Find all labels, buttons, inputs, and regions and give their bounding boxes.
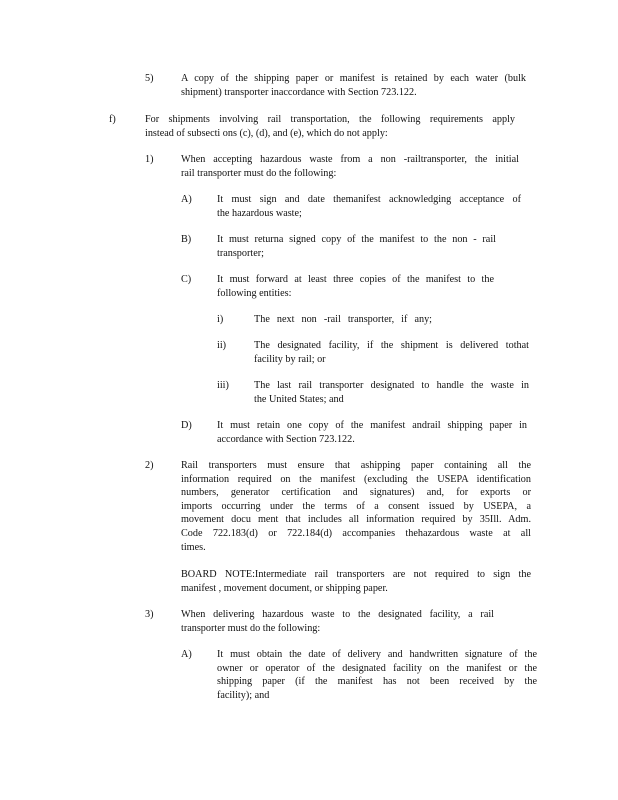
item-marker-f3a: A) <box>181 649 192 660</box>
text-line: following entities: <box>217 287 292 299</box>
item-f3-text <box>181 608 494 635</box>
text-line: It must retain one copy of the manifest andrail shipping paper in <box>217 420 527 431</box>
item-f1cii-text <box>254 339 529 366</box>
item-marker-f: f) <box>109 114 116 125</box>
board-note-text <box>181 568 531 595</box>
item-f1ci-text <box>254 313 432 327</box>
text-line: accordance with Section 723.122. <box>217 433 355 445</box>
item-marker-5: 5) <box>145 73 154 84</box>
text-line: Rail transporters must ensure that ashipping paper containing all the <box>181 460 531 471</box>
text-line: transporter must do the following: <box>181 622 321 634</box>
item-marker-f1c: C) <box>181 274 192 285</box>
text-line: The last rail transporter designated to handle the waste in <box>254 380 529 391</box>
item-marker-f3: 3) <box>145 609 154 620</box>
item-f3a-text <box>217 648 537 702</box>
item-f1b-text <box>217 233 496 260</box>
text-line: It must obtain the date of delivery and handwritten signature of the <box>217 649 537 660</box>
text-line: the hazardous waste; <box>217 207 302 219</box>
text-line: times. <box>181 541 206 553</box>
text-line: imports occurring under the terms of a consent issued by USEPA, a <box>181 500 531 512</box>
item-marker-f1d: D) <box>181 420 192 431</box>
text-line: transporter; <box>217 247 264 259</box>
text-line: BOARD NOTE:Intermediate rail transporters are not required to sign the <box>181 569 531 580</box>
text-line: A copy of the shipping paper or manifest is retained by each water (bulk <box>181 73 526 84</box>
text-line: shipment) transporter inaccordance with Section 723.122. <box>181 86 417 98</box>
text-line: information required on the manifest (excluding the USEPA identification <box>181 473 531 485</box>
text-line: shipping paper (if the manifest has not been received by the <box>217 676 537 688</box>
text-line: When accepting hazardous waste from a non -railtransporter, the initial <box>181 154 519 165</box>
item-marker-f1a: A) <box>181 194 192 205</box>
text-line: rail transporter must do the following: <box>181 167 337 179</box>
text-line: It must returna signed copy of the manifest to the non - rail <box>217 234 496 245</box>
text-line: movement docu ment that includes all information required by 35Ill. Adm. <box>181 514 531 526</box>
text-line: Code 722.183(d) or 722.184(d) accompanies thehazardous waste at all <box>181 527 531 539</box>
item-f-text <box>145 113 515 140</box>
item-marker-f1ci: i) <box>217 314 224 325</box>
text-line: owner or operator of the designated facility on the manifest or the <box>217 662 537 674</box>
item-marker-f1cii: ii) <box>217 340 227 351</box>
text-line: facility by rail; or <box>254 353 326 365</box>
item-marker-f1: 1) <box>145 154 154 165</box>
text-line: It must sign and date themanifest acknowledging acceptance of <box>217 194 521 205</box>
item-f1-text <box>181 153 519 180</box>
text-line: instead of subsecti ons (c), (d), and (e), which do not apply: <box>145 127 388 139</box>
item-f2-text <box>181 459 531 554</box>
item-marker-f2: 2) <box>145 460 154 471</box>
text-line: For shipments involving rail transportation, the following requirements apply <box>145 114 515 125</box>
item-f1a-text <box>217 193 521 220</box>
text-line: When delivering hazardous waste to the designated facility, a rail <box>181 609 494 620</box>
text-line: the United States; and <box>254 393 344 405</box>
text-line: It must forward at least three copies of the manifest to the <box>217 274 494 285</box>
item-5-text <box>181 72 526 99</box>
item-f1ciii-text <box>254 379 529 406</box>
text-line: facility); and <box>217 689 270 701</box>
item-f1d-text <box>217 419 527 446</box>
item-f1c-text <box>217 273 494 300</box>
item-marker-f1ciii: iii) <box>217 380 229 391</box>
text-line: manifest , movement document, or shipping paper. <box>181 582 388 594</box>
item-marker-f1b: B) <box>181 234 192 245</box>
text-line: The next non -rail transporter, if any; <box>254 314 432 325</box>
text-line: numbers, generator certification and signatures) and, for exports or <box>181 487 531 499</box>
text-line: The designated facility, if the shipment is delivered tothat <box>254 340 529 351</box>
